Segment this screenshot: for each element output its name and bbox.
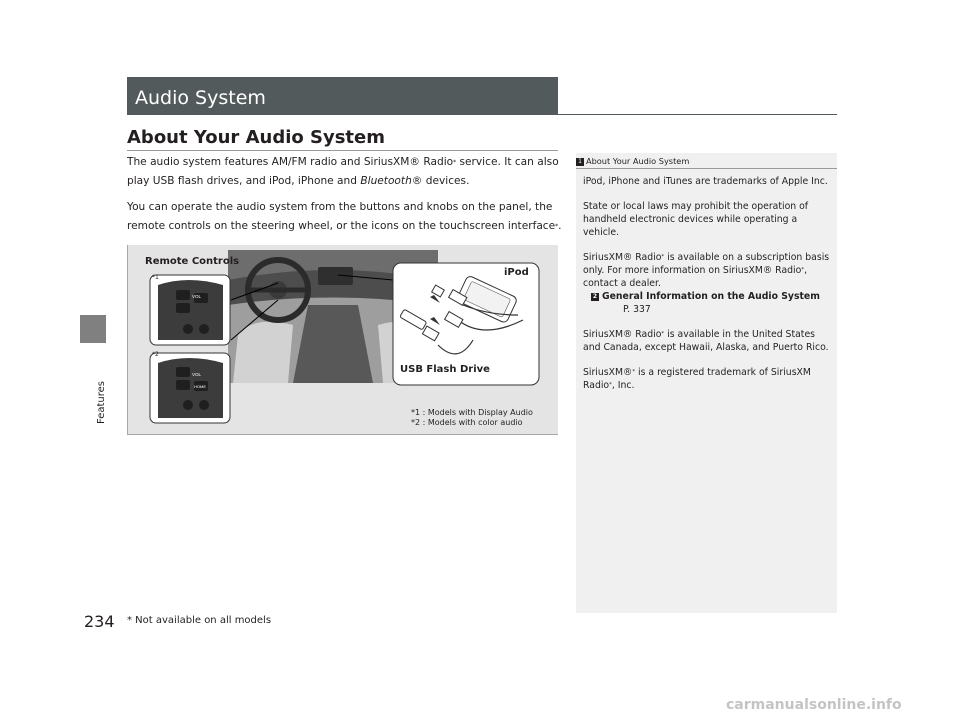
- note-marker-icon: 1: [576, 158, 584, 166]
- vol-button-label-2: VOL: [192, 372, 202, 377]
- audio-system-figure: [127, 245, 558, 435]
- chapter-label: [82, 370, 107, 430]
- footnote: * Not available on all models: [127, 615, 272, 626]
- cross-reference-link[interactable]: 2 General Information on the Audio System: [592, 291, 820, 302]
- note-apple: iPod, iPhone and iTunes are trademarks of Apple Inc.: [583, 176, 828, 187]
- section-title-bar: [127, 77, 558, 115]
- chapter-tab: [80, 315, 106, 343]
- notes-rule: [576, 168, 837, 169]
- legend-2: *2 : Models with color audio: [411, 418, 523, 427]
- page-number: 234: [84, 612, 115, 631]
- note-subscription: SiriusXM® Radio* is available on a subscription basis only. For more information on SiriusXM® Radio*, contact a dealer. 2 General Information on the Audio System P. 337: [583, 251, 833, 316]
- mark-2-label: *2: [152, 351, 159, 358]
- mark-1-label: *1: [152, 274, 159, 281]
- notes-body: [583, 175, 833, 404]
- dashboard-illustration: [128, 245, 559, 435]
- chapter-label-text: Features: [96, 381, 107, 424]
- heading-rule: [127, 150, 558, 151]
- note-availability: SiriusXM® Radio* is available in the United States and Canada, except Hawaii, Alaska, and Puerto Rico.: [583, 329, 829, 353]
- usb-flash-drive-label: USB Flash Drive: [400, 364, 490, 375]
- ipod-label: iPod: [504, 267, 529, 278]
- controls-paragraph: You can operate the audio system from the buttons and knobs on the panel, the remote controls on the steering wheel, or the icons on the touchscreen interface*.: [127, 201, 562, 232]
- section-title: Audio System: [135, 87, 266, 109]
- section-rule: [558, 114, 837, 115]
- remote-controls-label: Remote Controls: [145, 256, 240, 267]
- note-trademark: SiriusXM®* is a registered trademark of SiriusXM Radio*, Inc.: [583, 367, 811, 391]
- page-heading: About Your Audio System: [127, 127, 385, 148]
- reference-arrow-icon: 2: [592, 292, 598, 300]
- vol-button-label-1: VOL: [192, 294, 202, 299]
- cross-reference-page: P. 337: [623, 304, 651, 315]
- note-laws: State or local laws may prohibit the operation of handheld electronic devices while operating a vehicle.: [583, 201, 809, 238]
- legend-1: *1 : Models with Display Audio: [411, 408, 533, 417]
- notes-heading: 1 About Your Audio System: [576, 156, 689, 166]
- watermark: carmanualsonline.info: [726, 697, 902, 713]
- home-button-label: HOME: [194, 384, 206, 389]
- intro-paragraph: The audio system features AM/FM radio and SiriusXM® Radio* service. It can also play USB flash drives, and iPod, iPhone and Bluetooth® devices.: [127, 156, 559, 187]
